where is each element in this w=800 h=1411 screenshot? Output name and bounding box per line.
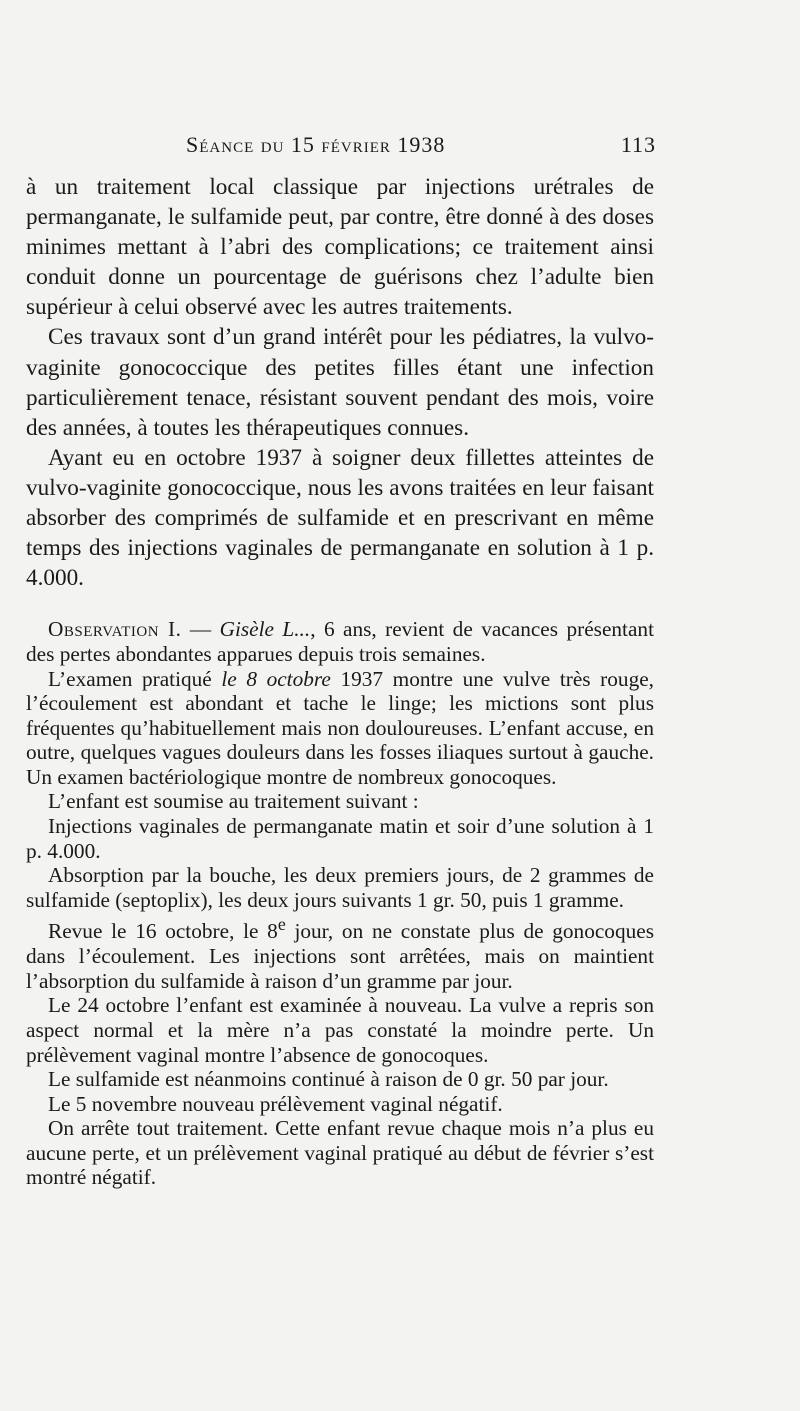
observation-injections: Injections vaginales de permanganate matin et soir d’une solution à 1 p. 4.000. — [26, 814, 654, 863]
observation-label: Observation I. — [48, 617, 182, 642]
patient-name: Gisèle L... — [219, 617, 311, 642]
observation-revue — [26, 912, 654, 993]
observation-oct24: Le 24 octobre l’enfant est examinée à nouveau. La vulve a repris son aspect normal et la mère n’a pas constaté la moindre perte. Un prélèvement vaginal montre l’absence de gonocoques. — [26, 993, 654, 1067]
paragraph-continuation: à un traitement local classique par injections urétrales de permanganate, le sulfamide peut, par contre, être donné à des doses minimes mettant à l’abri des complications; ce traitement ainsi conduit donne un pourcentage de guérisons chez l’adulte bien supérieur à celui observé avec les autres traitements. — [26, 174, 654, 321]
exam-text-end: 1937 montre une vulve très rouge, l’écoulement est abondant et tache le linge; les mictions sont plus fréquentes qu’habituellement mais non douloureuses. L’enfant accuse, en outre, quelques vagues douleurs dans les fosses iliaques surtout à gauche. Un examen bactériologique montre de nombreux gonocoques. — [26, 666, 654, 789]
observation-exam — [26, 667, 654, 790]
observation-intro-text: , 6 ans, revient de vacances présentant des pertes abondantes apparues depuis trois semaines. — [26, 617, 654, 666]
exam-text-start: L’examen pratiqué — [48, 666, 222, 691]
observation-stop: On arrête tout traitement. Cette enfant revue chaque mois n’a plus eu aucune perte, et un prélèvement vaginal pratiqué au début de février s’est montré négatif. — [26, 1116, 654, 1190]
revue-text-start: Revue le 16 octobre, le 8 — [48, 919, 278, 944]
page-number: 113 — [620, 132, 656, 157]
observation-dash: — — [181, 617, 220, 642]
exam-date: le 8 octobre — [221, 666, 331, 691]
revue-text-end: jour, on ne constate plus de gonocoques dans l’écoulement. Les injections sont arrêtées, mais on maintient l’absorption du sulfamide à raison d’un gramme par jour. — [26, 919, 654, 993]
running-head: Séance du 15 février 1938 — [186, 132, 446, 157]
observation-intro — [26, 617, 654, 666]
revue-superscript: e — [277, 914, 286, 935]
page-body — [26, 172, 654, 1190]
observation-treatment-intro: L’enfant est soumise au traitement suivant : — [48, 789, 419, 814]
paragraph-pediatrics: Ces travaux sont d’un grand intérêt pour les pédiatres, la vulvo-vaginite gonococcique des petites filles étant une infection particulièrement tenace, résistant souvent pendant des mois, voire des années, à toutes les thérapeutiques connues. — [26, 324, 654, 441]
observation-absorption: Absorption par la bouche, les deux premiers jours, de 2 grammes de sulfamide (septoplix), les deux jours suivants 1 gr. 50, puis 1 gramme. — [26, 863, 654, 912]
paragraph-cases: Ayant eu en octobre 1937 à soigner deux fillettes atteintes de vulvo-vaginite gonococcique, nous les avons traitées en leur faisant absorber des comprimés de sulfamide et en prescrivant en même temps des injections vaginales de permanganate en solution à 1 p. 4.000. — [26, 444, 654, 592]
observation-continued: Le sulfamide est néanmoins continué à raison de 0 gr. 50 par jour. — [48, 1067, 609, 1092]
page-header — [186, 128, 656, 164]
observation-section — [26, 617, 654, 1190]
main-text — [26, 172, 654, 593]
observation-nov5: Le 5 novembre nouveau prélèvement vaginal négatif. — [48, 1091, 503, 1116]
